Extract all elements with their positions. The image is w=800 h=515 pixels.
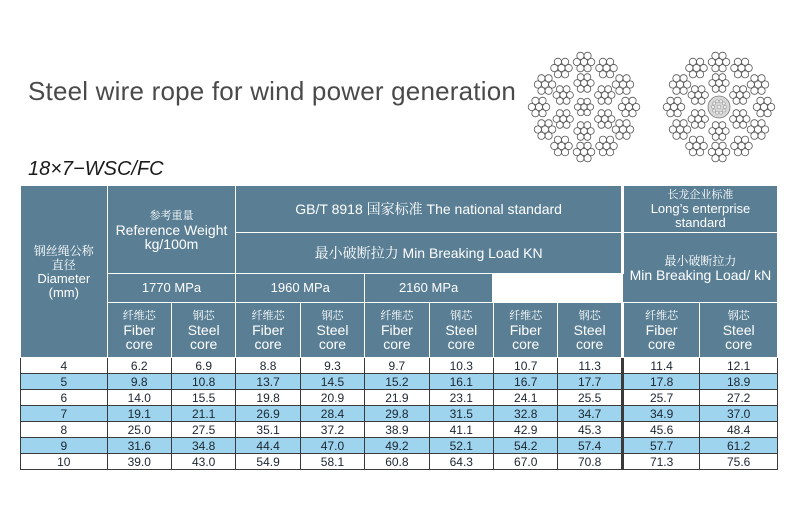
value-cell: 14.5: [300, 374, 364, 390]
value-cell: 16.1: [429, 374, 493, 390]
diameter-cell: 7: [21, 406, 108, 422]
value-cell: 9.8: [107, 374, 171, 390]
table-row: [21, 374, 778, 390]
value-cell: 45.3: [558, 422, 622, 438]
value-cell: 41.1: [429, 422, 493, 438]
value-cell: 37.0: [700, 406, 778, 422]
diameter-header-cn: 钢丝绳公称直径: [33, 243, 94, 272]
value-cell: 13.7: [236, 374, 300, 390]
weight-header: [107, 186, 236, 274]
steel-core-header: 钢芯 Steel core: [300, 303, 364, 358]
value-cell: 37.2: [300, 422, 364, 438]
value-cell: 23.1: [429, 390, 493, 406]
enterprise-header-en1: Long’s enterprise: [650, 201, 751, 216]
value-cell: 57.7: [622, 438, 700, 454]
weight-header-en: Reference Weight: [115, 221, 228, 238]
enterprise-header-en2: standard: [675, 215, 726, 230]
value-cell: 10.7: [494, 358, 558, 374]
value-cell: 67.0: [494, 454, 558, 470]
value-cell: 31.6: [107, 438, 171, 454]
table-row: [21, 390, 778, 406]
value-cell: 44.4: [236, 438, 300, 454]
value-cell: 20.9: [300, 390, 364, 406]
value-cell: 27.5: [171, 422, 235, 438]
value-cell: 6.2: [107, 358, 171, 374]
grade-1960-header: 1960 MPa: [236, 274, 365, 303]
value-cell: 34.9: [622, 406, 700, 422]
value-cell: 17.8: [622, 374, 700, 390]
diameter-cell: 10: [21, 454, 108, 470]
table-row: [21, 438, 778, 454]
table-body: [21, 358, 778, 470]
diameter-cell: 5: [21, 374, 108, 390]
value-cell: 75.6: [700, 454, 778, 470]
value-cell: 25.5: [558, 390, 622, 406]
value-cell: 45.6: [622, 422, 700, 438]
grade-2160-header: 2160 MPa: [365, 274, 494, 303]
value-cell: 10.3: [429, 358, 493, 374]
steel-core-header: 钢芯 Steel core: [171, 303, 235, 358]
value-cell: 11.3: [558, 358, 622, 374]
diameter-cell: 6: [21, 390, 108, 406]
value-cell: 31.5: [429, 406, 493, 422]
value-cell: 43.0: [171, 454, 235, 470]
value-cell: 64.3: [429, 454, 493, 470]
value-cell: 27.2: [700, 390, 778, 406]
value-cell: 32.8: [494, 406, 558, 422]
value-cell: 9.7: [365, 358, 429, 374]
value-cell: 58.1: [300, 454, 364, 470]
weight-header-unit: kg/100m: [144, 235, 199, 252]
value-cell: 14.0: [107, 390, 171, 406]
value-cell: 60.8: [365, 454, 429, 470]
fiber-core-header: 纤维芯 Fiber core: [236, 303, 300, 358]
steel-core-rope-cross-section-icon: [660, 48, 778, 166]
fiber-core-header: 纤维芯 Fiber core: [494, 303, 558, 358]
rope-spec-table: [20, 185, 778, 470]
value-cell: 17.7: [558, 374, 622, 390]
value-cell: 21.1: [171, 406, 235, 422]
value-cell: 54.9: [236, 454, 300, 470]
value-cell: 42.9: [494, 422, 558, 438]
value-cell: 61.2: [700, 438, 778, 454]
value-cell: 16.7: [494, 374, 558, 390]
enterprise-standard-header: [622, 186, 777, 233]
enterprise-mbl-cn: 最小破断拉力: [664, 253, 737, 268]
fiber-core-header: 纤维芯 Fiber core: [365, 303, 429, 358]
value-cell: 38.9: [365, 422, 429, 438]
value-cell: 25.7: [622, 390, 700, 406]
diameter-cell: 8: [21, 422, 108, 438]
fiber-core-rope-cross-section-icon: [525, 48, 643, 166]
steel-core-header: 钢芯 Steel core: [700, 303, 778, 358]
diameter-cell: 9: [21, 438, 108, 454]
value-cell: 6.9: [171, 358, 235, 374]
value-cell: 24.1: [494, 390, 558, 406]
diameter-cell: 4: [21, 358, 108, 374]
rope-construction-label: 18×7−WSC/FC: [28, 158, 164, 180]
min-breaking-load-header: 最小破断拉力 Min Breaking Load KN: [236, 233, 623, 274]
value-cell: 18.9: [700, 374, 778, 390]
value-cell: 19.8: [236, 390, 300, 406]
table-row: [21, 422, 778, 438]
value-cell: 11.4: [622, 358, 700, 374]
value-cell: 19.1: [107, 406, 171, 422]
value-cell: 8.8: [236, 358, 300, 374]
value-cell: 52.1: [429, 438, 493, 454]
value-cell: 21.9: [365, 390, 429, 406]
steel-core-header: 钢芯 Steel core: [429, 303, 493, 358]
value-cell: 49.2: [365, 438, 429, 454]
table-row: [21, 358, 778, 374]
diameter-header-en: Diameter: [37, 270, 91, 286]
fiber-core-header: 纤维芯 Fiber core: [107, 303, 171, 358]
diameter-header: [21, 186, 108, 358]
steel-core-header: 钢芯 Steel core: [558, 303, 622, 358]
value-cell: 28.4: [300, 406, 364, 422]
value-cell: 54.2: [494, 438, 558, 454]
grade-1770-header: 1770 MPa: [107, 274, 236, 303]
value-cell: 47.0: [300, 438, 364, 454]
value-cell: 12.1: [700, 358, 778, 374]
enterprise-mbl-en: Min Breaking Load/ kN: [629, 266, 772, 283]
value-cell: 70.8: [558, 454, 622, 470]
enterprise-header-cn: 长龙企业标准: [667, 189, 734, 201]
value-cell: 34.7: [558, 406, 622, 422]
enterprise-mbl-header: [622, 233, 777, 303]
value-cell: 10.8: [171, 374, 235, 390]
value-cell: 39.0: [107, 454, 171, 470]
value-cell: 29.8: [365, 406, 429, 422]
value-cell: 15.2: [365, 374, 429, 390]
table-row: [21, 406, 778, 422]
table-row: [21, 454, 778, 470]
diameter-header-unit: (mm): [48, 284, 79, 300]
value-cell: 15.5: [171, 390, 235, 406]
value-cell: 25.0: [107, 422, 171, 438]
value-cell: 34.8: [171, 438, 235, 454]
fiber-core-header: 纤维芯 Fiber core: [622, 303, 700, 358]
value-cell: 48.4: [700, 422, 778, 438]
page-title: Steel wire rope for wind power generation: [28, 76, 517, 106]
national-standard-header: GB/T 8918 国家标准 The national standard: [236, 186, 623, 233]
value-cell: 57.4: [558, 438, 622, 454]
value-cell: 71.3: [622, 454, 700, 470]
value-cell: 26.9: [236, 406, 300, 422]
weight-header-cn: 参考重量: [149, 209, 194, 222]
value-cell: 9.3: [300, 358, 364, 374]
value-cell: 35.1: [236, 422, 300, 438]
